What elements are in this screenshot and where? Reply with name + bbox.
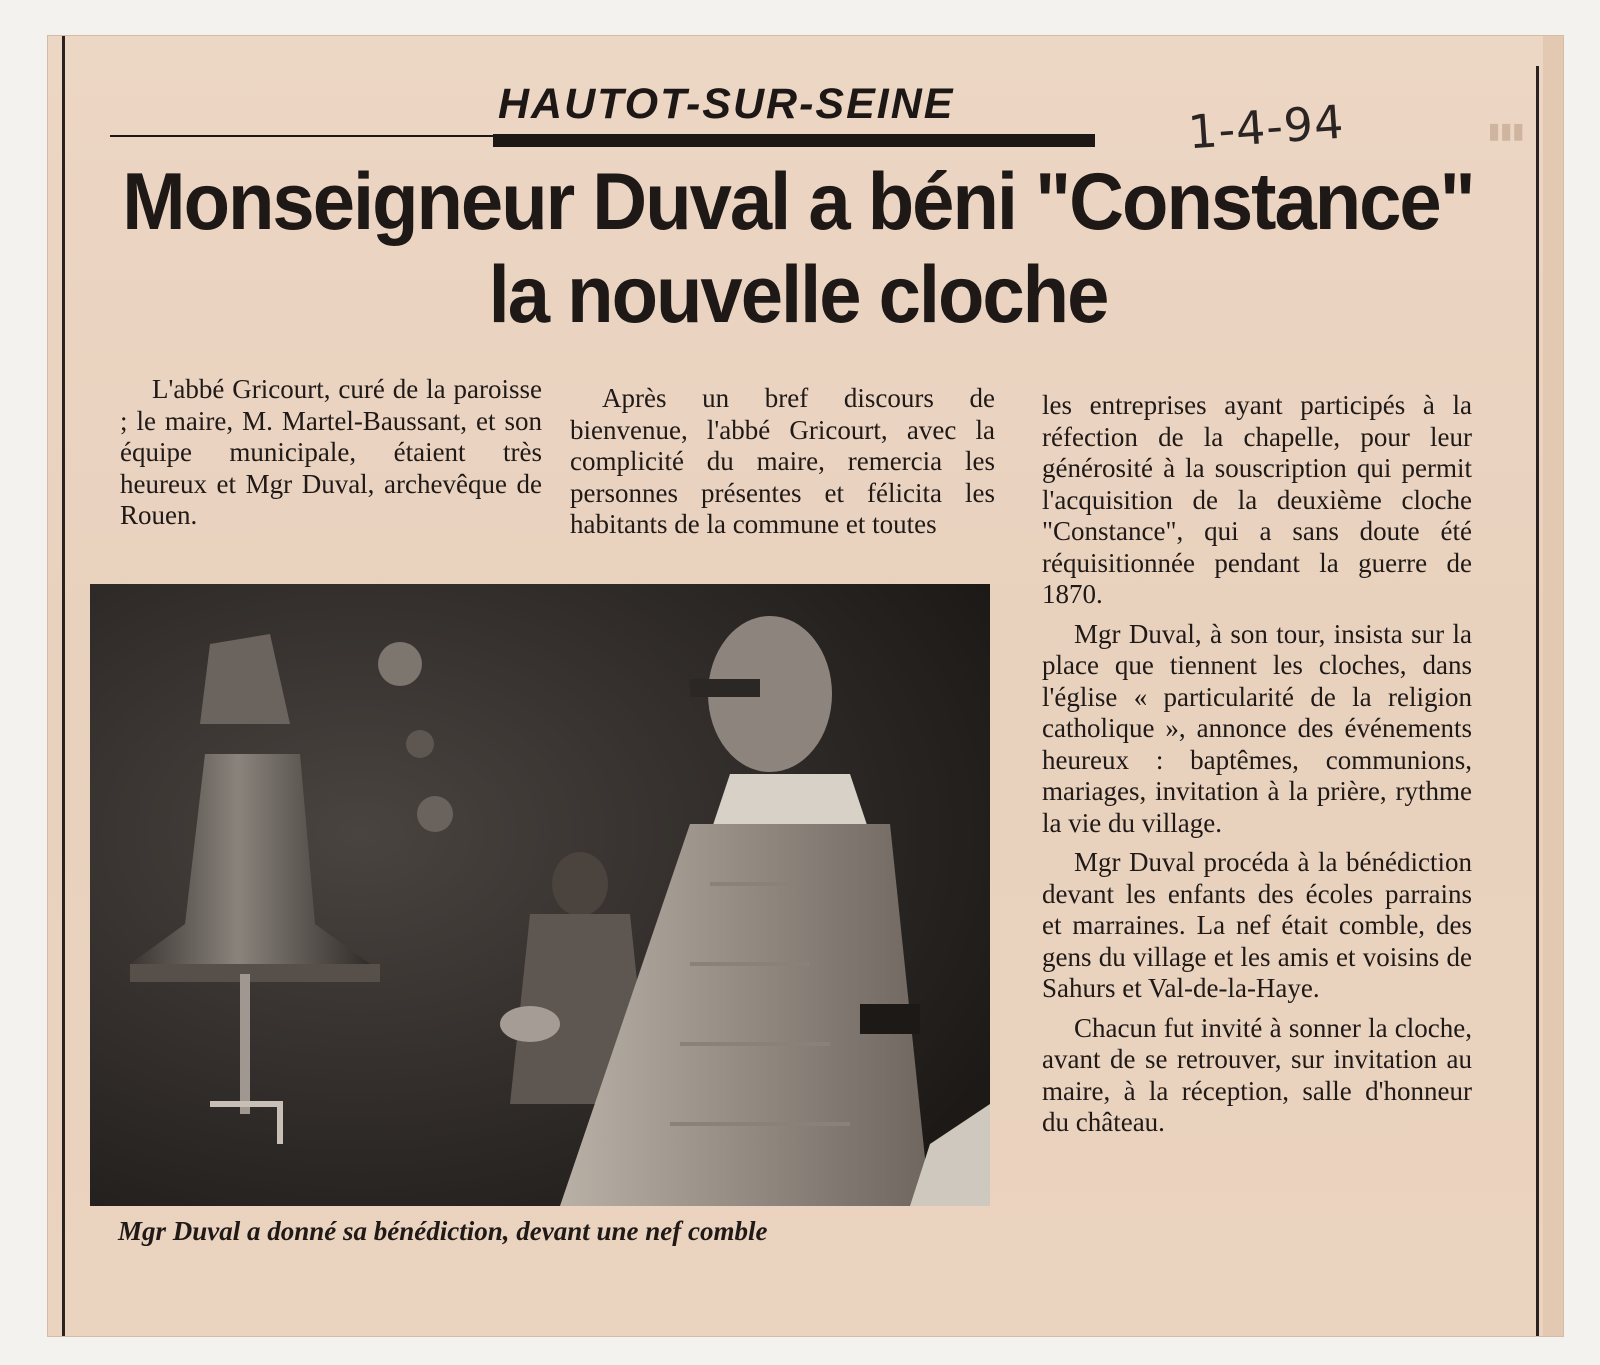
handwritten-date: 1-4-94 (1186, 94, 1346, 160)
column-3-paragraph-1: les entreprises ayant participés à la réfection de la chapelle, pour leur générosité à la souscription qui permit l'acquisition de la deuxième cloche "Constance", qui a sans doute été réquisitionnée pendant la guerre de 1870. (1042, 390, 1472, 609)
headline (88, 156, 1508, 343)
show-through-text: ▮▮▮ (1488, 118, 1525, 143)
article-column-1 (120, 374, 542, 532)
column-3-paragraph-4: Chacun fut invité à sonner la cloche, avant de se retrouver, sur invitation au maire, à la réception, salle d'honneur du château. (1042, 1012, 1472, 1137)
column-3-paragraph-2: Mgr Duval, à son tour, insista sur la place que tiennent les cloches, dans l'église « particularité de la religion catholique », annonce des événements heureux : baptêmes, communions, mariages, invitation à la prière, rythme la vie du village. (1042, 618, 1472, 838)
article-column-3 (1042, 390, 1472, 1139)
column-2-paragraph: Après un bref discours de bienvenue, l'abbé Gricourt, avec la complicité du maire, remercia les personnes présentes et félicita les habitants de la commune et toutes (570, 383, 995, 539)
headline-line-2: la nouvelle cloche (488, 250, 1108, 341)
column-rule-right (1536, 66, 1539, 1336)
column-3-paragraph-3: Mgr Duval procéda à la bénédiction devant les enfants des écoles parrains et marraines. La nef était comble, des gens du village et les amis et voisins de Sahurs et Val-de-la-Haye. (1042, 847, 1472, 1003)
article-column-2 (570, 383, 995, 541)
kicker-bar (493, 134, 1095, 147)
photo-image (90, 584, 990, 1206)
section-kicker: HAUTOT-SUR-SEINE (498, 80, 955, 128)
headline-line-1: Monseigneur Duval a béni "Constance" (122, 156, 1474, 247)
column-rule-left (62, 36, 65, 1336)
newspaper-clipping (48, 36, 1563, 1336)
photo-caption: Mgr Duval a donné sa bénédiction, devant une nef comble (118, 1216, 768, 1246)
adjacent-page-strip (1543, 36, 1563, 1336)
photo-bishop-blessing-bell (90, 584, 990, 1206)
column-1-paragraph: L'abbé Gricourt, curé de la paroisse ; le maire, M. Martel-Baussant, et son équipe municipale, étaient très heureux et Mgr Duval, archevêque de Rouen. (120, 374, 542, 530)
